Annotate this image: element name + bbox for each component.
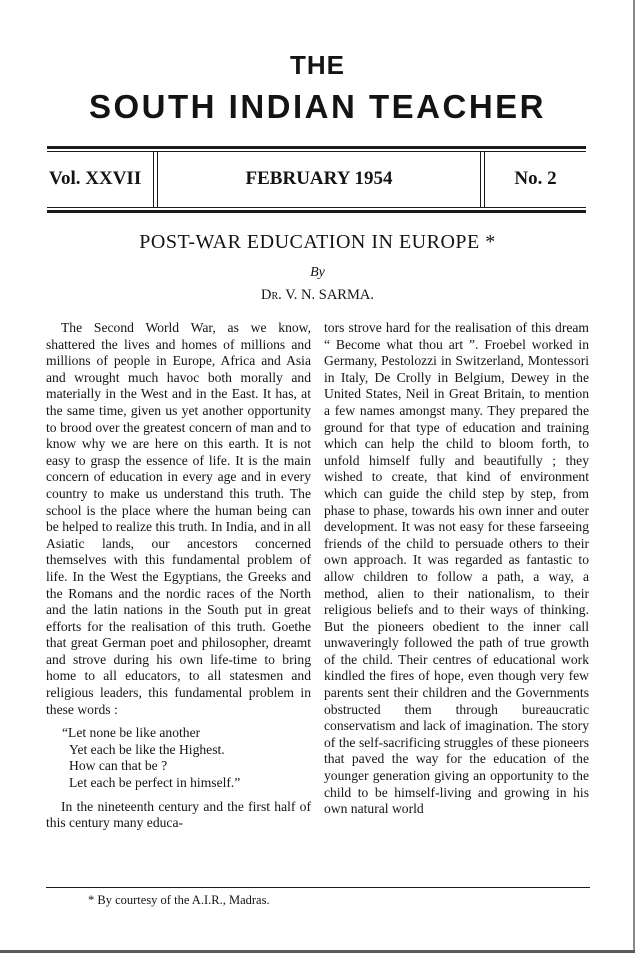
author-title: Dr. (261, 287, 282, 303)
header-rule-top (47, 146, 586, 149)
paragraph-intro: The Second World War, as we know, shattered the lives and homes of millions and millions of people in Europe, Africa and Asia and wrought much havoc both morally and materially in the West and in the East. It has, at the same time, given us yet another opportunity to brood over the greatest concern of man and to know why we are here on this earth. It is not easy to grasp the essence of life. It is the main concern of education in every age and in every country to make us understand this truth. The school is the place where the human being can be helped to realize this truth. In India, and in all Asiatic lands, our ancestors concerned themselves with this fundamental problem of life. In the West the Egyptians, the Greeks and the Romans and the nordic races of the North and the latin nations in the South put in great efforts for the realisation of this truth. Goethe that great German poet and philosopher, dreamt and strove during his own life-time to bring home to all educators, to all statesmen and religious leaders, this fundamental problem in these words : (46, 320, 311, 717)
author-name: V. N. SARMA. (285, 287, 374, 303)
volume-label: Vol. XXVII (49, 168, 142, 189)
issue-number: No. 2 (514, 168, 557, 189)
quote-line: Yet each be like the Highest. (69, 741, 225, 757)
left-column (46, 320, 311, 832)
author (0, 287, 635, 304)
paragraph-pioneers: tors strove hard for the realisation of this dream “ Become what thou art ”. Froebel worked in Germany, Pestolozzi in Switzerland, Montessori in Italy, De Crolly in Belgium, Dewey in the United States, Neil in Great Britain, to mention a few names amongst many. They prepared the ground for that type of education and training which can help the child to bloom forth, to unfold himself fully and beautifully ; they wished to create, that kind of environment which can guide the child step by step, from phase to phase, towards his own inner and outer development. It was not easy for these farseeing friends of the child to persuade others to their own approach. It was regarded as fantastic to allow children to follow a path, a way, a method, alien to their nationalism, to their religious beliefs and to their ways of thinking. But the pioneers obedient to the inner call unwaveringly followed the path of true growth of the child. Their centres of educational work kindled the fires of hope, even though very few parents sent their children and the Governments obstructed them through bureaucratic conservatism and lack of imagination. The story of the self-sacrificing struggles of these pioneers that paved the way for the education of the younger generation giving an opportunity to the child to be himself-living and growing in his own natural world (324, 320, 589, 817)
quote-line: Let each be perfect in himself.” (69, 775, 241, 791)
quote-line: How can that be ? (69, 758, 168, 774)
quote-line: “Let none be like another (62, 725, 201, 741)
masthead-the: THE (290, 50, 345, 80)
header-rule-top-thin (47, 151, 586, 152)
header-rule-bottom-thin (47, 207, 586, 208)
article-title: POST-WAR EDUCATION IN EUROPE * (139, 231, 496, 253)
footnote-rule (46, 887, 590, 888)
footnote: * By courtesy of the A.I.R., Madras. (88, 893, 270, 907)
right-column (324, 320, 589, 818)
goethe-quote (62, 725, 311, 791)
paragraph-continuation: In the nineteenth century and the first half of this century many educa- (46, 798, 311, 831)
byline: By (310, 265, 325, 280)
issue-date: FEBRUARY 1954 (245, 168, 393, 189)
header-rule-bottom (47, 210, 586, 213)
header-divider (153, 152, 154, 207)
header-divider (480, 152, 481, 207)
journal-title: SOUTH INDIAN TEACHER (88, 88, 546, 125)
